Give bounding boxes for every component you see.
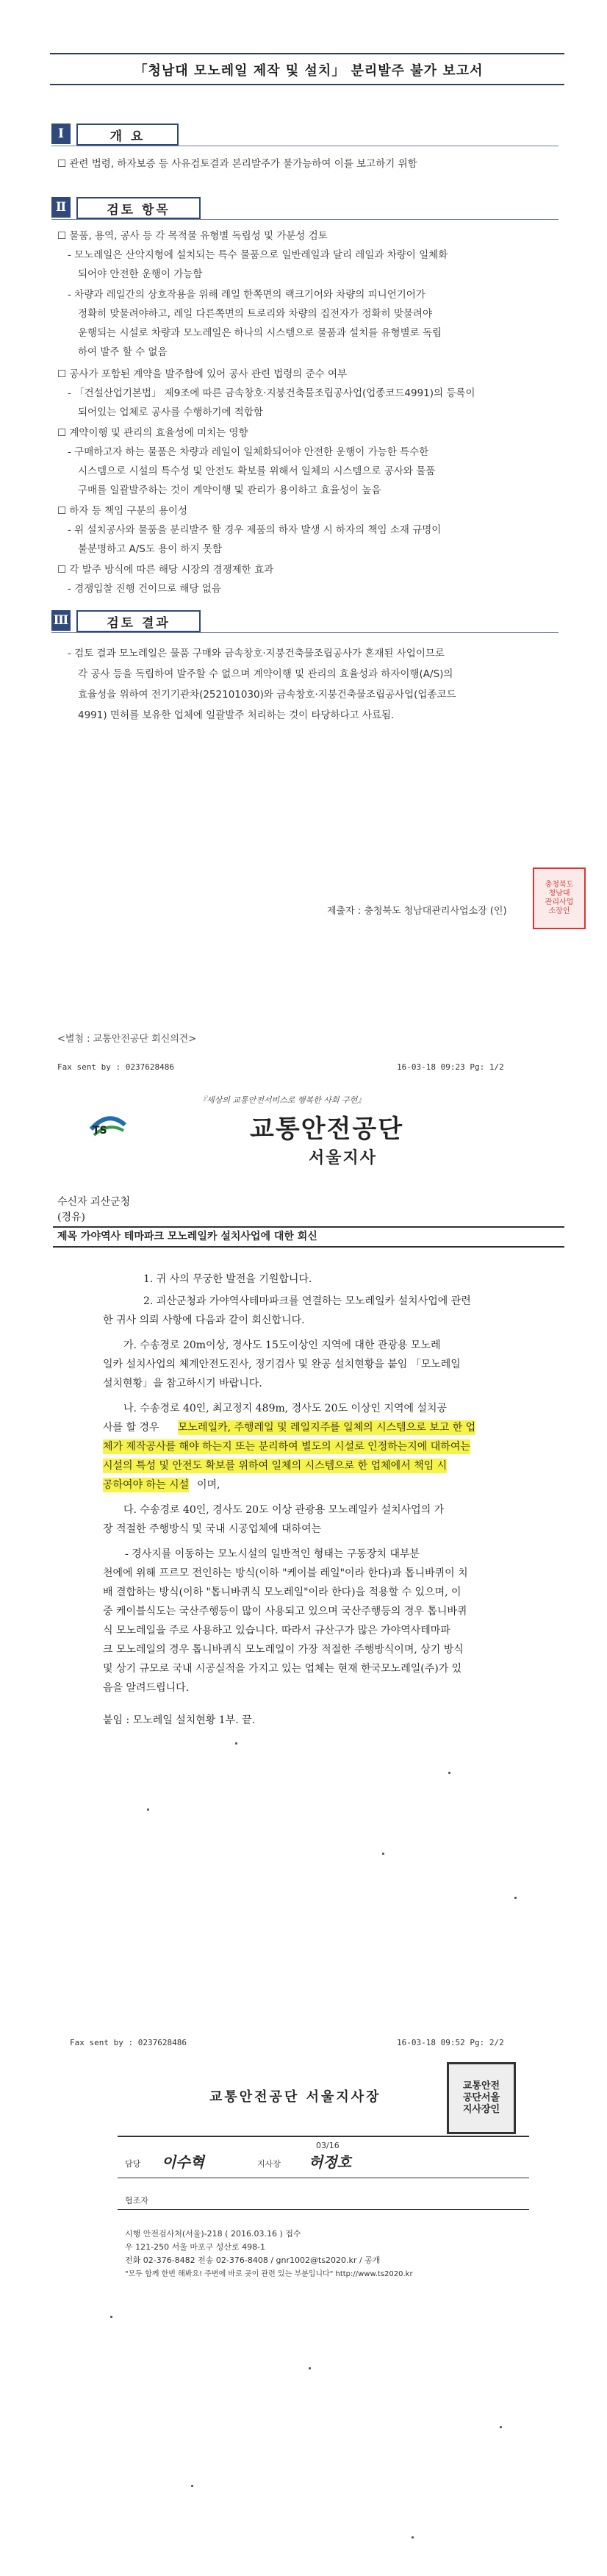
- overview-text: ☐ 관련 법령, 하자보증 등 사유검토결과 본리발주가 불가능하여 이를 보고하기 위함: [57, 158, 417, 170]
- section-number-3: Ⅲ: [51, 610, 71, 631]
- fax-noise: [382, 1853, 384, 1855]
- fax1-body-line: 2. 괴산군청과 가야역사테마파크를 연결하는 모노레일카 설치사업에 관련: [143, 1295, 471, 1307]
- fax1-via: (경유): [57, 1212, 85, 1223]
- review-line: 시스템으로 시설의 특수성 및 안전도 확보를 위해서 일체의 시스템으로 공사와 물품: [78, 465, 436, 477]
- fax-noise: [448, 1772, 450, 1774]
- fax-noise: [309, 2367, 311, 2369]
- fax1-body-line: - 경사지를 이동하는 모노시설의 일반적인 형태는 구동장치 대부분: [125, 1548, 420, 1560]
- fax2-rule: [118, 2209, 529, 2210]
- fax-noise: [110, 2316, 112, 2318]
- fax2-header-sender: Fax sent by : 0237628486: [70, 2038, 187, 2047]
- report-title: 「청남대 모노레일 제작 및 설치」 분리발주 불가 보고서: [134, 63, 484, 79]
- fax2-official-seal: 교통안전 공단서울 지사장인: [447, 2062, 516, 2134]
- fax1-header-sender: Fax sent by : 0237628486: [57, 1062, 174, 1072]
- result-line: 4991) 면허를 보유한 업체에 일괄발주 처리하는 것이 타당하다고 사료됨.: [78, 709, 395, 721]
- review-line: - 구매하고자 하는 물품은 차량과 레일이 일체화되어야 안전한 운행이 가능한 특수한: [68, 446, 429, 458]
- review-line: 하여 발주 할 수 없음: [78, 346, 168, 358]
- fax1-body-line: 및 상기 규모로 국내 시공실적을 가지고 있는 업체는 현재 한국모노레일(주)가 있: [103, 1663, 462, 1675]
- result-line: 각 공사 등을 독립하여 발주할 수 없으며 계약이행 및 관리의 효율성과 하자이행(A/S)의: [78, 668, 453, 680]
- fax1-body-line: 사를 할 경우: [103, 1422, 159, 1434]
- section-divider-2: [51, 219, 558, 220]
- fax1-body-line: 장 적절한 주행방식 및 국내 시공업체에 대하여는: [103, 1523, 322, 1535]
- review-line: 되어있는 업체로 공사를 수행하기에 적합함: [78, 407, 263, 418]
- fax1-highlighted-text: 체가 제작공사를 해야 하는지 또는 분리하여 별도의 시설로 인정하는지에 대하여는: [103, 1441, 470, 1453]
- fax2-footer-line: "모두 함께 한번 해봐요! 주변에 바로 곳이 관련 있는 부분입니다" http://www.ts2020.kr: [125, 2270, 413, 2278]
- review-line: - 차량과 레일간의 상호작용을 위해 레일 한쪽면의 랙크기어와 차량의 피니언기어가: [68, 289, 425, 301]
- fax1-body-line: 음을 알려드립니다.: [103, 1682, 190, 1694]
- review-line: - 「건설산업기본법」 제9조에 따른 금속창호·지붕건축물조립공사업(업종코드4991)의 등록이: [68, 387, 475, 399]
- fax1-org-name: 교통안전공단: [250, 1115, 404, 1144]
- review-line: 되어야 안전한 운행이 가능함: [78, 268, 203, 280]
- fax1-header-time: 16-03-18 09:23 Pg: 1/2: [397, 1062, 504, 1072]
- review-line: ☐ 각 발주 방식에 따른 해당 시장의 경쟁제한 효과: [57, 564, 274, 576]
- fax1-rule: [53, 1246, 564, 1248]
- fax1-highlighted-text: 공하여야 하는 시설: [103, 1479, 190, 1491]
- fax2-approver-label: 담당: [125, 2159, 141, 2169]
- fax2-footer-line: 시행 안전검사처(서울)-218 ( 2016.03.16 ) 접수: [125, 2229, 301, 2239]
- review-line: - 경쟁입찰 진행 건이므로 해당 없음: [68, 583, 221, 595]
- attachment-caption: <별첨 : 교통안전공단 회신의견>: [57, 1034, 197, 1045]
- fax2-footer-line: 우 121-250 서울 마포구 성산로 498-1: [125, 2242, 266, 2252]
- fax1-subject: 제목 가야역사 테마파크 모노레일카 설치사업에 대한 회신: [57, 1231, 317, 1242]
- fax1-slogan: 『세상의 교통안전서비스로 행복한 사회 구현』: [198, 1095, 366, 1105]
- fax1-body-line: 이며,: [197, 1479, 220, 1491]
- result-line: 효율성을 위하여 전기기관차(252101030)와 금속창호·지붕건축물조립공사업(업종코드: [78, 689, 456, 701]
- fax-noise: [514, 1897, 517, 1899]
- fax1-rule: [53, 1226, 564, 1228]
- fax1-body-line: 1. 귀 사의 무궁한 발전을 기원합니다.: [143, 1273, 312, 1285]
- fax-noise: [500, 2426, 502, 2428]
- review-line: 구매를 일괄발주하는 것이 계약이행 및 관리가 용이하고 효율성이 높음: [78, 484, 381, 496]
- review-line: ☐ 물품, 용역, 공사 등 각 목적물 유형별 독립성 및 가분성 검토: [57, 230, 328, 242]
- review-line: 정확히 맞물려야하고, 레일 다른쪽면의 트로리와 차량의 집전자가 정확히 맞물려야: [78, 308, 433, 320]
- review-line: 불분명하고 A/S도 용이 하지 못함: [78, 543, 223, 555]
- section-number-2: Ⅱ: [51, 197, 71, 218]
- fax1-body-line: 식 모노레일을 주로 사용하고 있습니다. 따라서 규산구가 많은 가야역사테마파: [103, 1625, 450, 1636]
- fax-noise: [147, 1808, 149, 1811]
- title-bottom-rule: [50, 84, 564, 85]
- fax1-body-line: 가. 수송경로 20m이상, 경사도 15도이상인 지역에 대한 관광용 모노레: [123, 1339, 441, 1351]
- fax-noise: [412, 2536, 414, 2539]
- title-top-rule: [50, 53, 564, 54]
- fax1-highlighted-text: 모노레일카, 주행레일 및 레일지주를 일체의 시스템으로 보고 한 업: [178, 1422, 476, 1434]
- fax2-reviewer-date: 03/16: [316, 2141, 340, 2150]
- review-line: - 모노레일은 산악지형에 설치되는 특수 물품으로 일반레일과 달리 레일과 차량이 일체화: [68, 249, 448, 261]
- fax1-org-sub: 서울지사: [309, 1149, 378, 1167]
- submitter-signature: 제출자 : 충청북도 청남대관리사업소장 (인): [327, 906, 507, 917]
- fax1-body-line: 크 모노레일의 경우 톱니바퀴식 모노레일이 가장 적절한 주행방식이며, 상기 방식: [103, 1644, 464, 1656]
- fax1-body-line: 나. 수송경로 40인, 최고정지 489m, 경사도 20도 이상인 지역에 설치공: [123, 1403, 448, 1414]
- fax1-attachment: 붙임 : 모노레일 설치현황 1부. 끝.: [103, 1714, 256, 1726]
- fax2-reviewer-label: 지사장: [257, 2159, 281, 2169]
- section-number-1: Ⅰ: [51, 124, 71, 144]
- review-line: ☐ 계약이행 및 관리의 효율성에 미치는 영향: [57, 427, 248, 439]
- section-title-review: 검토 항목: [76, 197, 201, 219]
- result-line: - 검토 결과 모노레일은 물품 구매와 금속창호·지붕건축물조립공사가 혼재된 사업이므로: [68, 648, 445, 659]
- review-line: - 위 설치공사와 물품을 분리발주 할 경우 제품의 하자 발생 시 하자의 책임 소재 규명이: [68, 524, 442, 536]
- fax1-body-line: 배 결합하는 방식(이하 "톱니바퀴식 모노레일"이라 한다)을 적용할 수 있으며, 이: [103, 1586, 461, 1598]
- section-divider-3: [51, 632, 558, 633]
- ts-logo-text: TS: [93, 1125, 107, 1137]
- fax1-body-line: 일카 설치사업의 체계안전도진사, 정기검사 및 완공 설치현황을 붙임 「모노레일: [103, 1359, 461, 1370]
- review-line: ☐ 하자 등 책임 구분의 용이성: [57, 505, 188, 517]
- fax1-highlighted-text: 시설의 특성 및 안전도 확보를 위하여 일체의 시스템으로 한 업체에서 책임 시: [103, 1460, 448, 1472]
- official-seal-stamp: 충청북도 청남대 관리사업 소장인: [533, 867, 586, 929]
- fax2-coop-label: 협조자: [125, 2196, 148, 2205]
- fax1-body-line: 다. 수송경로 40인, 경사도 20도 이상 관광용 모노레일카 설치사업의 가: [123, 1504, 445, 1516]
- fax1-body-line: 한 귀사 의뢰 사항에 다음과 같이 회신합니다.: [103, 1314, 305, 1326]
- fax1-body-line: 중 케이블식도는 국산주행등이 많이 사용되고 있으며 국산주행등의 경우 톱니바퀴: [103, 1606, 467, 1617]
- fax2-header-time: 16-03-18 09:52 Pg: 2/2: [397, 2038, 504, 2047]
- fax1-body-line: 설치현황」을 참고하시기 바랍니다.: [103, 1378, 262, 1389]
- fax-noise: [235, 1742, 237, 1745]
- section-title-overview: 개 요: [76, 124, 179, 146]
- section-title-result: 검토 결과: [76, 610, 201, 632]
- fax2-sender-title: 교통안전공단 서울지사장: [209, 2089, 381, 2105]
- review-line: 운행되는 시설로 차량과 모노레일은 하나의 시스템으로 물품과 설치를 유형별로 독립: [78, 327, 442, 339]
- fax1-body-line: 천에에 위해 프르모 전인하는 방식(이하 "케이블 레일"이라 한다)과 톱니바퀴이 치: [103, 1567, 468, 1579]
- fax2-footer-line: 전화 02-376-8482 전송 02-376-8408 / gnr1002@ts2020.kr / 공개: [125, 2255, 381, 2265]
- fax1-recipient: 수신자 괴산군청: [57, 1196, 131, 1208]
- fax-noise: [191, 2485, 193, 2487]
- review-line: ☐ 공사가 포함된 계약을 발주함에 있어 공사 관련 법령의 준수 여부: [57, 368, 348, 380]
- fax2-approver-signature: 이수혁: [162, 2153, 204, 2171]
- fax2-reviewer-signature: 허정호: [309, 2153, 351, 2171]
- fax2-rule: [118, 2136, 529, 2137]
